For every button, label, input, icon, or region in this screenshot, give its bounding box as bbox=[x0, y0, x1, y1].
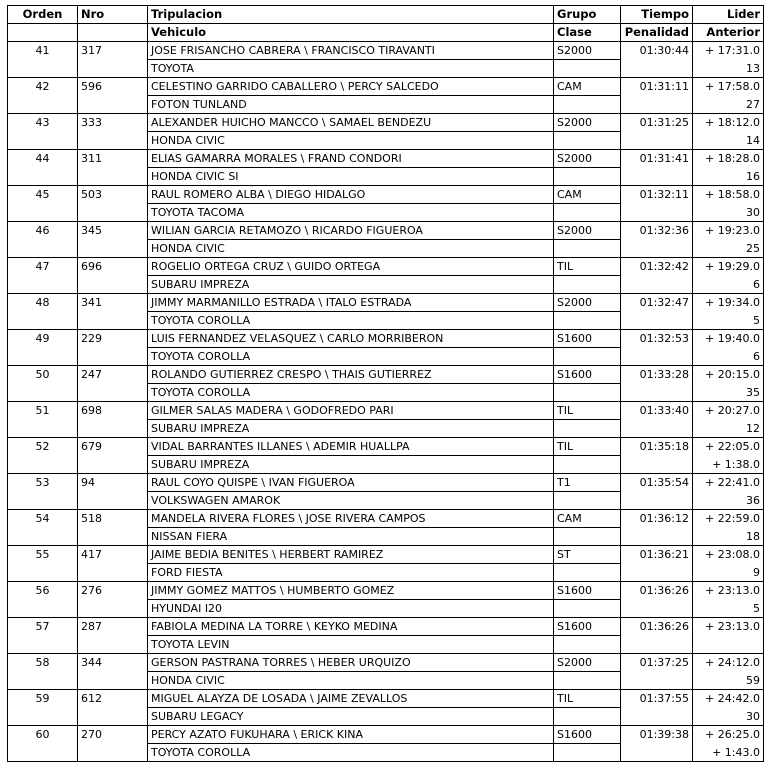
penalidad-cell bbox=[621, 636, 693, 654]
crew-cell: JOSE FRISANCHO CABRERA \ FRANCISCO TIRAVANTI bbox=[148, 42, 554, 60]
tiempo-cell: 01:31:41 bbox=[621, 150, 693, 168]
crew-cell: PERCY AZATO FUKUHARA \ ERICK KINA bbox=[148, 726, 554, 744]
table-header bbox=[8, 6, 764, 42]
nro-cell: 596 bbox=[78, 78, 148, 114]
lider-cell: + 19:29.0 bbox=[693, 258, 764, 276]
grupo-cell: TIL bbox=[554, 690, 621, 708]
results-table-wrapper bbox=[7, 5, 764, 762]
grupo-cell: S2000 bbox=[554, 294, 621, 312]
clase-cell bbox=[554, 348, 621, 366]
header-blank-nro bbox=[78, 24, 148, 42]
crew-cell: MANDELA RIVERA FLORES \ JOSE RIVERA CAMPOS bbox=[148, 510, 554, 528]
crew-cell: ROGELIO ORTEGA CRUZ \ GUIDO ORTEGA bbox=[148, 258, 554, 276]
crew-cell: FABIOLA MEDINA LA TORRE \ KEYKO MEDINA bbox=[148, 618, 554, 636]
anterior-cell: 25 bbox=[693, 240, 764, 258]
lider-cell: + 22:41.0 bbox=[693, 474, 764, 492]
orden-cell: 51 bbox=[8, 402, 78, 438]
crew-cell: ROLANDO GUTIERREZ CRESPO \ THAIS GUTIERREZ bbox=[148, 366, 554, 384]
table-row bbox=[8, 330, 764, 348]
vehicle-cell: NISSAN FIERA bbox=[148, 528, 554, 546]
penalidad-cell bbox=[621, 708, 693, 726]
nro-cell: 345 bbox=[78, 222, 148, 258]
crew-cell: ALEXANDER HUICHO MANCCO \ SAMAEL BENDEZU bbox=[148, 114, 554, 132]
penalidad-cell bbox=[621, 672, 693, 690]
grupo-cell: CAM bbox=[554, 78, 621, 96]
orden-cell: 54 bbox=[8, 510, 78, 546]
anterior-cell: 30 bbox=[693, 204, 764, 222]
lider-cell: + 17:31.0 bbox=[693, 42, 764, 60]
clase-cell bbox=[554, 600, 621, 618]
tiempo-cell: 01:32:36 bbox=[621, 222, 693, 240]
table-row bbox=[8, 690, 764, 708]
vehicle-cell: HONDA CIVIC bbox=[148, 672, 554, 690]
anterior-cell: 13 bbox=[693, 60, 764, 78]
penalidad-cell bbox=[621, 456, 693, 474]
anterior-cell: 36 bbox=[693, 492, 764, 510]
nro-cell: 696 bbox=[78, 258, 148, 294]
header-anterior: Anterior bbox=[693, 24, 764, 42]
lider-cell: + 22:59.0 bbox=[693, 510, 764, 528]
lider-cell: + 20:15.0 bbox=[693, 366, 764, 384]
clase-cell bbox=[554, 384, 621, 402]
crew-cell: RAUL ROMERO ALBA \ DIEGO HIDALGO bbox=[148, 186, 554, 204]
crew-cell: GILMER SALAS MADERA \ GODOFREDO PARI bbox=[148, 402, 554, 420]
tiempo-cell: 01:32:53 bbox=[621, 330, 693, 348]
crew-cell: GERSON PASTRANA TORRES \ HEBER URQUIZO bbox=[148, 654, 554, 672]
vehicle-cell: TOYOTA COROLLA bbox=[148, 312, 554, 330]
nro-cell: 276 bbox=[78, 582, 148, 618]
penalidad-cell bbox=[621, 348, 693, 366]
anterior-cell: 27 bbox=[693, 96, 764, 114]
orden-cell: 49 bbox=[8, 330, 78, 366]
orden-cell: 50 bbox=[8, 366, 78, 402]
penalidad-cell bbox=[621, 132, 693, 150]
grupo-cell: S2000 bbox=[554, 42, 621, 60]
lider-cell: + 19:34.0 bbox=[693, 294, 764, 312]
clase-cell bbox=[554, 60, 621, 78]
crew-cell: LUIS FERNANDEZ VELASQUEZ \ CARLO MORRIBERON bbox=[148, 330, 554, 348]
lider-cell: + 23:08.0 bbox=[693, 546, 764, 564]
orden-cell: 59 bbox=[8, 690, 78, 726]
clase-cell bbox=[554, 528, 621, 546]
penalidad-cell bbox=[621, 240, 693, 258]
lider-cell: + 20:27.0 bbox=[693, 402, 764, 420]
penalidad-cell bbox=[621, 420, 693, 438]
crew-cell: JIMMY MARMANILLO ESTRADA \ ITALO ESTRADA bbox=[148, 294, 554, 312]
grupo-cell: S1600 bbox=[554, 618, 621, 636]
nro-cell: 287 bbox=[78, 618, 148, 654]
lider-cell: + 23:13.0 bbox=[693, 618, 764, 636]
anterior-cell: + 1:38.0 bbox=[693, 456, 764, 474]
grupo-cell: ST bbox=[554, 546, 621, 564]
orden-cell: 52 bbox=[8, 438, 78, 474]
crew-cell: JIMMY GOMEZ MATTOS \ HUMBERTO GOMEZ bbox=[148, 582, 554, 600]
table-body bbox=[8, 42, 764, 762]
penalidad-cell bbox=[621, 528, 693, 546]
penalidad-cell bbox=[621, 600, 693, 618]
anterior-cell: 9 bbox=[693, 564, 764, 582]
table-row bbox=[8, 438, 764, 456]
vehicle-cell: HONDA CIVIC SI bbox=[148, 168, 554, 186]
tiempo-cell: 01:36:26 bbox=[621, 618, 693, 636]
table-row bbox=[8, 294, 764, 312]
vehicle-cell: FOTON TUNLAND bbox=[148, 96, 554, 114]
orden-cell: 42 bbox=[8, 78, 78, 114]
anterior-cell: 30 bbox=[693, 708, 764, 726]
results-table bbox=[7, 5, 764, 762]
nro-cell: 247 bbox=[78, 366, 148, 402]
header-orden: Orden bbox=[8, 6, 78, 24]
clase-cell bbox=[554, 312, 621, 330]
nro-cell: 229 bbox=[78, 330, 148, 366]
vehicle-cell: SUBARU IMPREZA bbox=[148, 456, 554, 474]
orden-cell: 47 bbox=[8, 258, 78, 294]
penalidad-cell bbox=[621, 204, 693, 222]
grupo-cell: S2000 bbox=[554, 222, 621, 240]
penalidad-cell bbox=[621, 744, 693, 762]
vehicle-cell: FORD FIESTA bbox=[148, 564, 554, 582]
nro-cell: 333 bbox=[78, 114, 148, 150]
anterior-cell bbox=[693, 636, 764, 654]
penalidad-cell bbox=[621, 384, 693, 402]
vehicle-cell: TOYOTA TACOMA bbox=[148, 204, 554, 222]
header-penalidad: Penalidad bbox=[621, 24, 693, 42]
header-lider: Lider bbox=[693, 6, 764, 24]
table-row bbox=[8, 150, 764, 168]
tiempo-cell: 01:36:12 bbox=[621, 510, 693, 528]
orden-cell: 58 bbox=[8, 654, 78, 690]
nro-cell: 698 bbox=[78, 402, 148, 438]
clase-cell bbox=[554, 564, 621, 582]
grupo-cell: S2000 bbox=[554, 150, 621, 168]
table-row bbox=[8, 402, 764, 420]
crew-cell: RAUL COYO QUISPE \ IVAN FIGUEROA bbox=[148, 474, 554, 492]
table-row bbox=[8, 546, 764, 564]
orden-cell: 57 bbox=[8, 618, 78, 654]
table-row bbox=[8, 618, 764, 636]
grupo-cell: S1600 bbox=[554, 330, 621, 348]
lider-cell: + 24:42.0 bbox=[693, 690, 764, 708]
table-row bbox=[8, 726, 764, 744]
orden-cell: 45 bbox=[8, 186, 78, 222]
nro-cell: 417 bbox=[78, 546, 148, 582]
grupo-cell: S1600 bbox=[554, 582, 621, 600]
grupo-cell: S1600 bbox=[554, 726, 621, 744]
table-row bbox=[8, 582, 764, 600]
clase-cell bbox=[554, 204, 621, 222]
tiempo-cell: 01:39:38 bbox=[621, 726, 693, 744]
anterior-cell: 6 bbox=[693, 276, 764, 294]
clase-cell bbox=[554, 168, 621, 186]
nro-cell: 311 bbox=[78, 150, 148, 186]
grupo-cell: TIL bbox=[554, 258, 621, 276]
grupo-cell: TIL bbox=[554, 402, 621, 420]
clase-cell bbox=[554, 708, 621, 726]
clase-cell bbox=[554, 276, 621, 294]
orden-cell: 44 bbox=[8, 150, 78, 186]
tiempo-cell: 01:32:47 bbox=[621, 294, 693, 312]
table-row bbox=[8, 222, 764, 240]
lider-cell: + 26:25.0 bbox=[693, 726, 764, 744]
nro-cell: 612 bbox=[78, 690, 148, 726]
tiempo-cell: 01:35:54 bbox=[621, 474, 693, 492]
nro-cell: 270 bbox=[78, 726, 148, 762]
lider-cell: + 18:12.0 bbox=[693, 114, 764, 132]
lider-cell: + 19:23.0 bbox=[693, 222, 764, 240]
nro-cell: 94 bbox=[78, 474, 148, 510]
penalidad-cell bbox=[621, 96, 693, 114]
orden-cell: 48 bbox=[8, 294, 78, 330]
tiempo-cell: 01:33:28 bbox=[621, 366, 693, 384]
crew-cell: MIGUEL ALAYZA DE LOSADA \ JAIME ZEVALLOS bbox=[148, 690, 554, 708]
clase-cell bbox=[554, 672, 621, 690]
header-clase: Clase bbox=[554, 24, 621, 42]
anterior-cell: 59 bbox=[693, 672, 764, 690]
grupo-cell: S1600 bbox=[554, 366, 621, 384]
vehicle-cell: TOYOTA LEVIN bbox=[148, 636, 554, 654]
grupo-cell: T1 bbox=[554, 474, 621, 492]
clase-cell bbox=[554, 240, 621, 258]
nro-cell: 344 bbox=[78, 654, 148, 690]
lider-cell: + 19:40.0 bbox=[693, 330, 764, 348]
grupo-cell: S2000 bbox=[554, 114, 621, 132]
crew-cell: ELIAS GAMARRA MORALES \ FRAND CONDORI bbox=[148, 150, 554, 168]
tiempo-cell: 01:32:42 bbox=[621, 258, 693, 276]
anterior-cell: 5 bbox=[693, 600, 764, 618]
header-blank-orden bbox=[8, 24, 78, 42]
vehicle-cell: HYUNDAI I20 bbox=[148, 600, 554, 618]
anterior-cell: 5 bbox=[693, 312, 764, 330]
clase-cell bbox=[554, 492, 621, 510]
table-row bbox=[8, 510, 764, 528]
clase-cell bbox=[554, 132, 621, 150]
table-row bbox=[8, 114, 764, 132]
header-grupo: Grupo bbox=[554, 6, 621, 24]
anterior-cell: + 1:43.0 bbox=[693, 744, 764, 762]
clase-cell bbox=[554, 456, 621, 474]
penalidad-cell bbox=[621, 60, 693, 78]
penalidad-cell bbox=[621, 276, 693, 294]
penalidad-cell bbox=[621, 564, 693, 582]
orden-cell: 43 bbox=[8, 114, 78, 150]
anterior-cell: 12 bbox=[693, 420, 764, 438]
crew-cell: CELESTINO GARRIDO CABALLERO \ PERCY SALCEDO bbox=[148, 78, 554, 96]
table-row bbox=[8, 78, 764, 96]
vehicle-cell: TOYOTA bbox=[148, 60, 554, 78]
vehicle-cell: TOYOTA COROLLA bbox=[148, 348, 554, 366]
tiempo-cell: 01:33:40 bbox=[621, 402, 693, 420]
crew-cell: WILIAN GARCIA RETAMOZO \ RICARDO FIGUEROA bbox=[148, 222, 554, 240]
header-tiempo: Tiempo bbox=[621, 6, 693, 24]
nro-cell: 317 bbox=[78, 42, 148, 78]
table-row bbox=[8, 474, 764, 492]
clase-cell bbox=[554, 420, 621, 438]
crew-cell: VIDAL BARRANTES ILLANES \ ADEMIR HUALLPA bbox=[148, 438, 554, 456]
penalidad-cell bbox=[621, 168, 693, 186]
vehicle-cell: HONDA CIVIC bbox=[148, 132, 554, 150]
crew-cell: JAIME BEDIA BENITES \ HERBERT RAMIREZ bbox=[148, 546, 554, 564]
tiempo-cell: 01:31:11 bbox=[621, 78, 693, 96]
lider-cell: + 24:12.0 bbox=[693, 654, 764, 672]
lider-cell: + 18:58.0 bbox=[693, 186, 764, 204]
lider-cell: + 18:28.0 bbox=[693, 150, 764, 168]
tiempo-cell: 01:36:21 bbox=[621, 546, 693, 564]
orden-cell: 53 bbox=[8, 474, 78, 510]
tiempo-cell: 01:30:44 bbox=[621, 42, 693, 60]
nro-cell: 679 bbox=[78, 438, 148, 474]
tiempo-cell: 01:35:18 bbox=[621, 438, 693, 456]
table-row bbox=[8, 366, 764, 384]
tiempo-cell: 01:31:25 bbox=[621, 114, 693, 132]
orden-cell: 41 bbox=[8, 42, 78, 78]
orden-cell: 56 bbox=[8, 582, 78, 618]
grupo-cell: TIL bbox=[554, 438, 621, 456]
anterior-cell: 14 bbox=[693, 132, 764, 150]
anterior-cell: 6 bbox=[693, 348, 764, 366]
anterior-cell: 16 bbox=[693, 168, 764, 186]
nro-cell: 341 bbox=[78, 294, 148, 330]
clase-cell bbox=[554, 636, 621, 654]
penalidad-cell bbox=[621, 492, 693, 510]
vehicle-cell: TOYOTA COROLLA bbox=[148, 384, 554, 402]
lider-cell: + 22:05.0 bbox=[693, 438, 764, 456]
grupo-cell: CAM bbox=[554, 510, 621, 528]
lider-cell: + 23:13.0 bbox=[693, 582, 764, 600]
clase-cell bbox=[554, 744, 621, 762]
orden-cell: 60 bbox=[8, 726, 78, 762]
grupo-cell: S2000 bbox=[554, 654, 621, 672]
nro-cell: 503 bbox=[78, 186, 148, 222]
tiempo-cell: 01:37:55 bbox=[621, 690, 693, 708]
table-row bbox=[8, 654, 764, 672]
tiempo-cell: 01:32:11 bbox=[621, 186, 693, 204]
table-row bbox=[8, 42, 764, 60]
table-row bbox=[8, 186, 764, 204]
vehicle-cell: SUBARU LEGACY bbox=[148, 708, 554, 726]
nro-cell: 518 bbox=[78, 510, 148, 546]
vehicle-cell: HONDA CIVIC bbox=[148, 240, 554, 258]
anterior-cell: 18 bbox=[693, 528, 764, 546]
vehicle-cell: SUBARU IMPREZA bbox=[148, 420, 554, 438]
orden-cell: 55 bbox=[8, 546, 78, 582]
clase-cell bbox=[554, 96, 621, 114]
header-tripulacion: Tripulacion bbox=[148, 6, 554, 24]
anterior-cell: 35 bbox=[693, 384, 764, 402]
lider-cell: + 17:58.0 bbox=[693, 78, 764, 96]
vehicle-cell: SUBARU IMPREZA bbox=[148, 276, 554, 294]
vehicle-cell: TOYOTA COROLLA bbox=[148, 744, 554, 762]
vehicle-cell: VOLKSWAGEN AMAROK bbox=[148, 492, 554, 510]
header-vehiculo: Vehiculo bbox=[148, 24, 554, 42]
tiempo-cell: 01:37:25 bbox=[621, 654, 693, 672]
table-row bbox=[8, 258, 764, 276]
orden-cell: 46 bbox=[8, 222, 78, 258]
header-nro: Nro bbox=[78, 6, 148, 24]
tiempo-cell: 01:36:26 bbox=[621, 582, 693, 600]
penalidad-cell bbox=[621, 312, 693, 330]
grupo-cell: CAM bbox=[554, 186, 621, 204]
